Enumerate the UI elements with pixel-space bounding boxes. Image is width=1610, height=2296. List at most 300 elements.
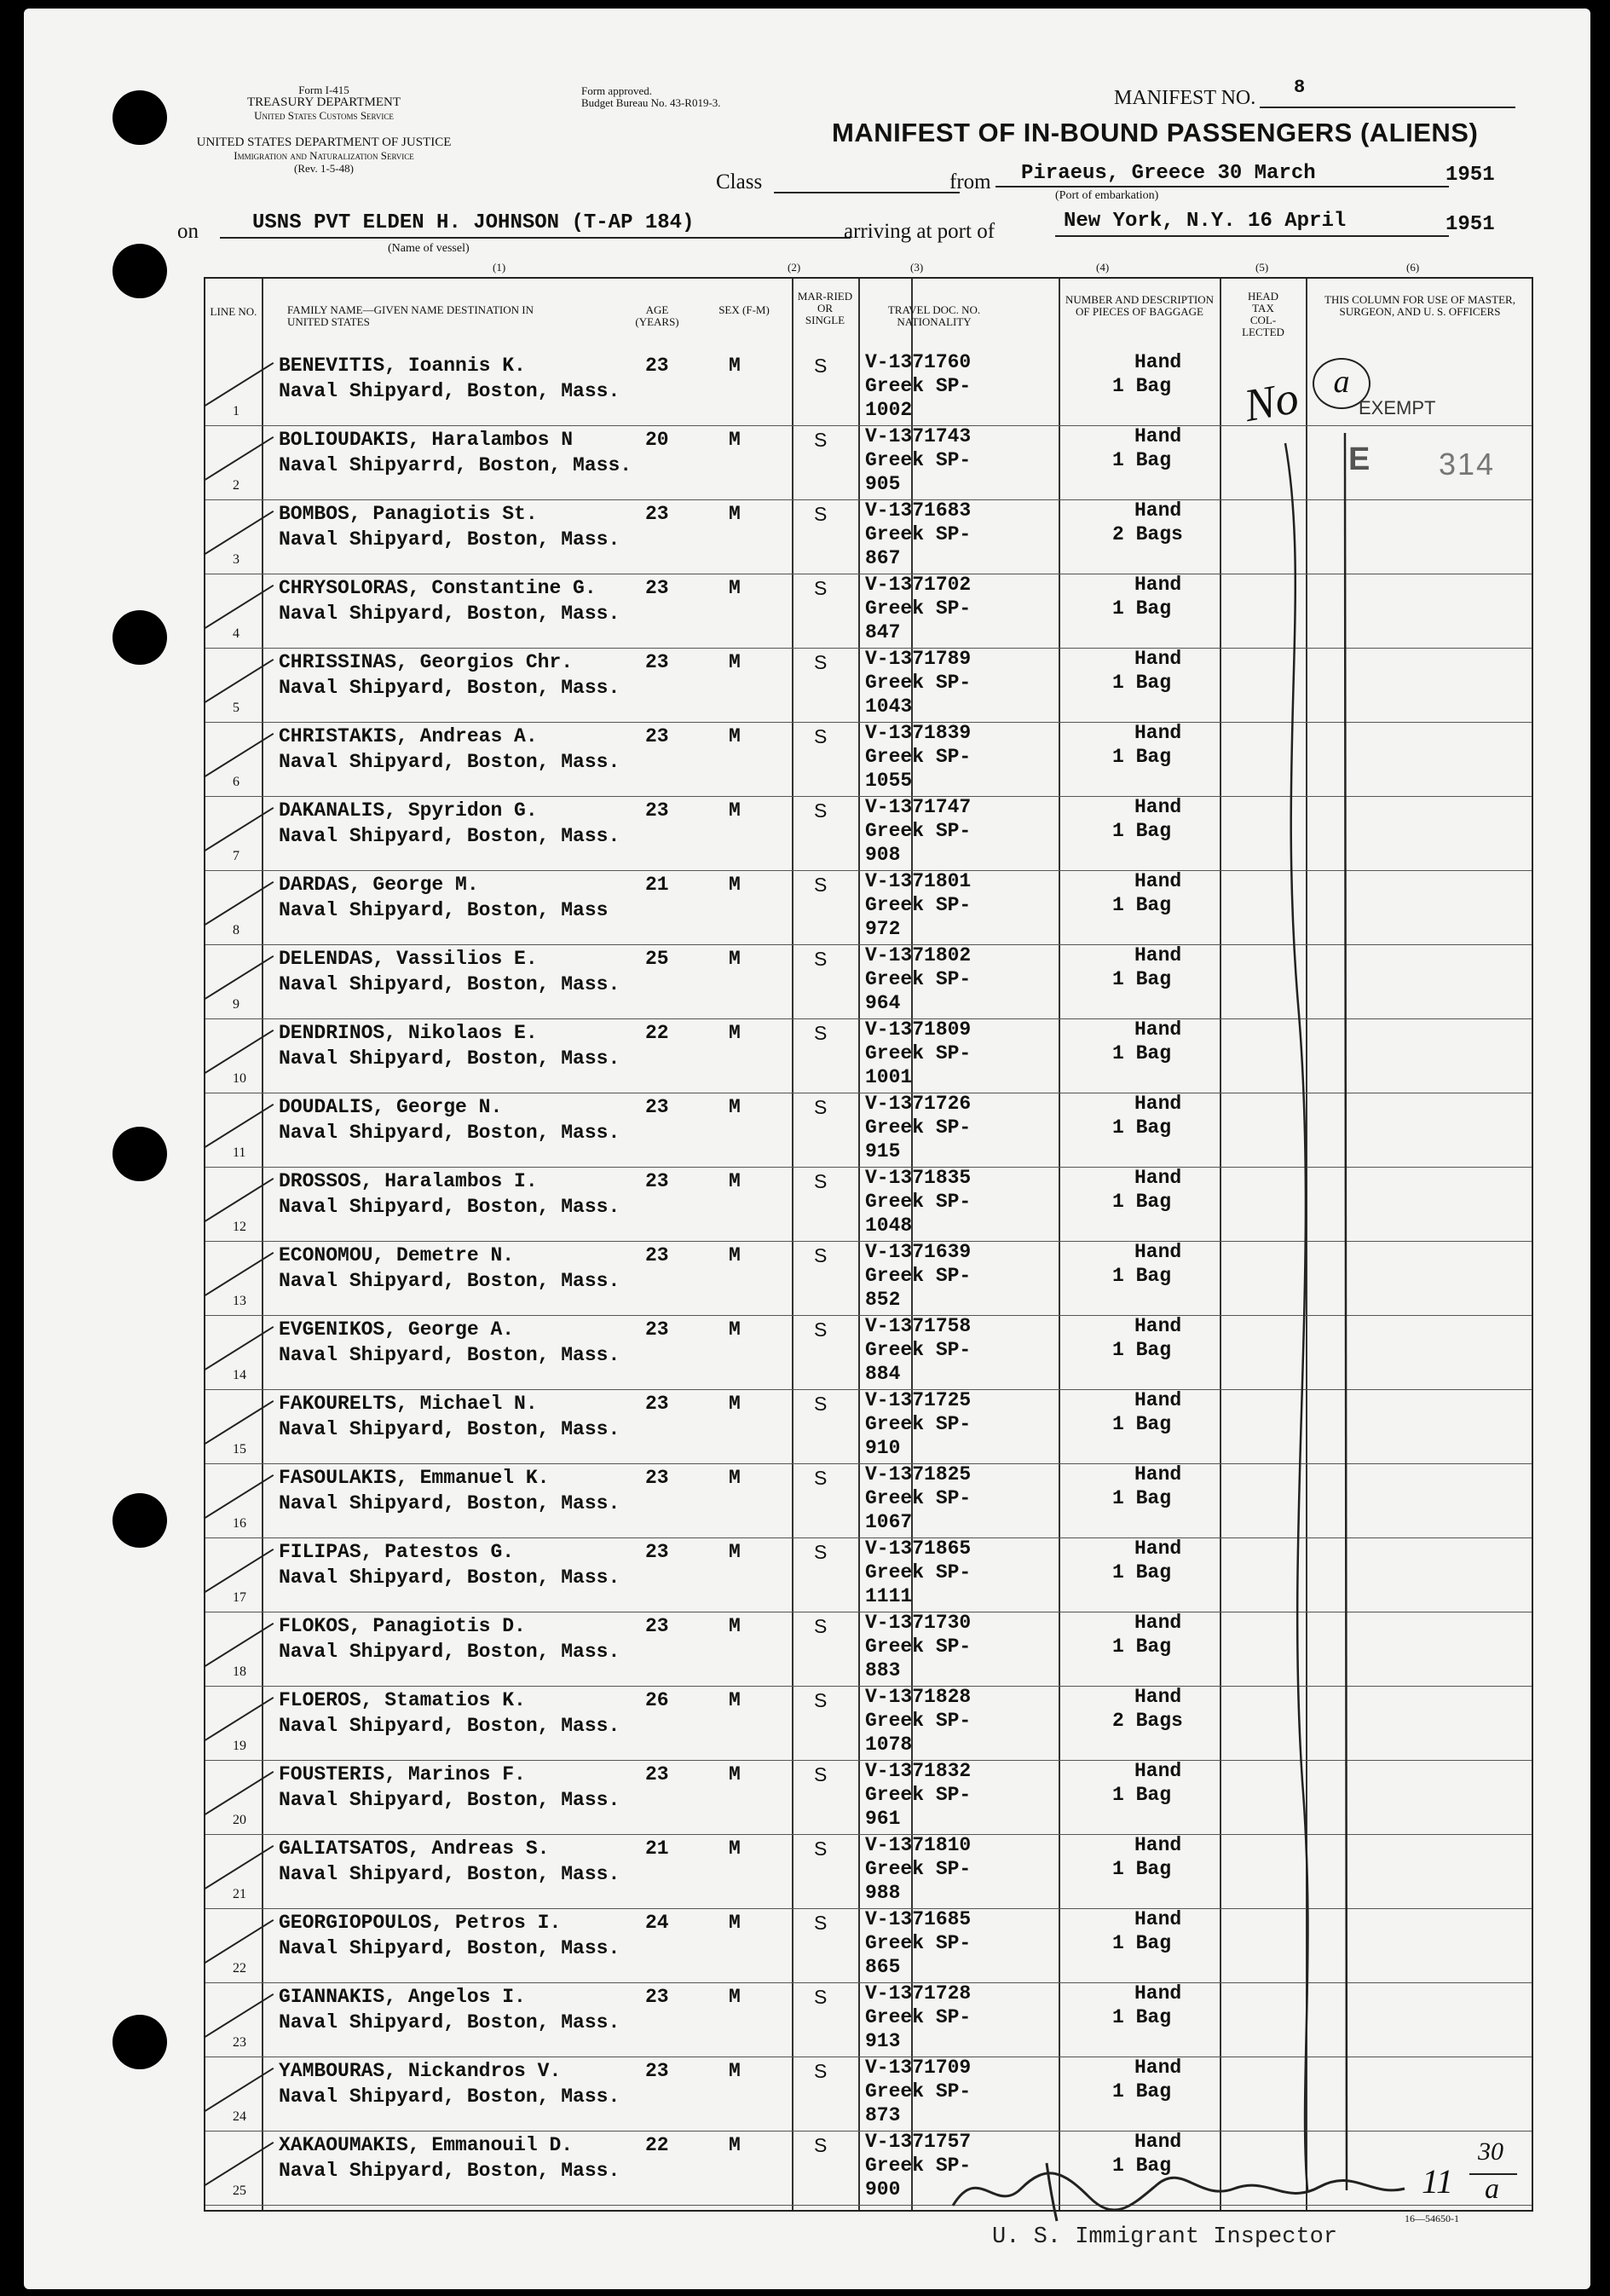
sp-number: 988 — [865, 1882, 901, 1904]
travel-doc-number: V-1371758 — [865, 1315, 972, 1337]
nationality: Greek SP- — [865, 1932, 972, 1954]
nationality: Greek SP- — [865, 1191, 972, 1213]
line-number: 17 — [233, 1590, 246, 1605]
age: 23 — [645, 1244, 669, 1266]
sex: M — [729, 651, 741, 673]
marital-status: S — [814, 1318, 828, 1341]
check-mark — [205, 436, 274, 481]
sex: M — [729, 1170, 741, 1192]
vessel-name: USNS PVT ELDEN H. JOHNSON (T-AP 184) — [252, 211, 695, 234]
passenger-name: CHRISSINAS, Georgios Chr. — [279, 651, 574, 673]
check-mark — [205, 2142, 274, 2186]
marital-status: S — [814, 948, 828, 970]
from-label: from — [949, 170, 991, 193]
baggage-count: 1 Bag — [1112, 746, 1172, 768]
arrival-line — [1055, 235, 1449, 237]
sex: M — [729, 1318, 741, 1341]
vessel-line — [220, 237, 851, 239]
baggage-type: Hand — [1134, 1908, 1182, 1930]
marital-status: S — [814, 799, 828, 822]
travel-doc-number: V-1371725 — [865, 1389, 972, 1411]
destination: Naval Shipyard, Boston, Mass. — [279, 1270, 620, 1292]
check-mark — [205, 1030, 274, 1074]
marital-status: S — [814, 2134, 828, 2156]
baggage-type: Hand — [1134, 722, 1182, 744]
age: 22 — [645, 1022, 669, 1044]
sex: M — [729, 1541, 741, 1563]
check-mark — [205, 807, 274, 851]
baggage-count: 1 Bag — [1112, 1784, 1172, 1806]
punch-hole — [113, 610, 167, 665]
age: 23 — [645, 1393, 669, 1415]
baggage-count: 1 Bag — [1112, 1932, 1172, 1954]
marital-status: S — [814, 503, 828, 525]
sp-number: 847 — [865, 621, 901, 643]
line-number: 13 — [233, 1294, 246, 1308]
passenger-name: FLOKOS, Panagiotis D. — [279, 1615, 526, 1637]
passenger-name: BOMBOS, Panagiotis St. — [279, 503, 538, 525]
destination: Naval Shipyard, Boston, Mass. — [279, 973, 620, 995]
inspector-signature — [944, 2155, 1422, 2223]
travel-doc-number: V-1371839 — [865, 722, 972, 744]
travel-doc-number: V-1371760 — [865, 351, 972, 373]
line-number: 3 — [233, 552, 239, 567]
year-1: 1951 — [1446, 164, 1495, 187]
age: 23 — [645, 1170, 669, 1192]
destination: Naval Shipyard, Boston, Mass. — [279, 1715, 620, 1737]
passenger-name: BOLIOUDAKIS, Haralambos N — [279, 429, 574, 451]
ditto-line-tax — [1285, 443, 1307, 2190]
baggage-count: 1 Bag — [1112, 1116, 1172, 1139]
sex: M — [729, 1022, 741, 1044]
sp-number: 1055 — [865, 770, 913, 792]
manifest-no-value: 8 — [1294, 77, 1306, 98]
nationality: Greek SP- — [865, 597, 972, 620]
marital-status: S — [814, 1244, 828, 1266]
baggage-type: Hand — [1134, 499, 1182, 522]
travel-doc-number: V-1371789 — [865, 648, 972, 670]
sex: M — [729, 1096, 741, 1118]
sp-number: 873 — [865, 2104, 901, 2126]
sex: M — [729, 355, 741, 377]
baggage-count: 1 Bag — [1112, 1413, 1172, 1435]
destination: Naval Shipyard, Boston, Mass. — [279, 751, 620, 773]
sex: M — [729, 1763, 741, 1785]
travel-doc-number: V-1371726 — [865, 1093, 972, 1115]
check-mark — [205, 1549, 274, 1593]
header-name: FAMILY NAME—GIVEN NAME DESTINATION IN UNITED STATES — [287, 303, 534, 328]
check-mark — [205, 511, 274, 555]
baggage-type: Hand — [1134, 1834, 1182, 1856]
sp-number: 1111 — [865, 1585, 913, 1607]
destination: Naval Shipyard, Boston, Mass. — [279, 1566, 620, 1589]
header-sex: SEX (F-M) — [718, 303, 770, 316]
marital-status: S — [814, 1837, 828, 1860]
header-travel: TRAVEL DOC. NO. NATIONALITY — [887, 303, 981, 328]
check-mark — [205, 1326, 274, 1370]
marital-status: S — [814, 874, 828, 896]
line-number: 20 — [233, 1813, 246, 1827]
line-number: 12 — [233, 1220, 246, 1234]
sp-number: 1078 — [865, 1734, 913, 1756]
marital-status: S — [814, 1467, 828, 1489]
baggage-type: Hand — [1134, 1612, 1182, 1634]
approval-line2: Budget Bureau No. 43-R019-3. — [581, 96, 721, 109]
year-2: 1951 — [1446, 213, 1495, 236]
sp-number: 905 — [865, 473, 901, 495]
age: 23 — [645, 799, 669, 822]
check-mark — [205, 1474, 274, 1519]
header-officers: THIS COLUMN FOR USE OF MASTER, SURGEON, AND U. S. OFFICERS — [1324, 293, 1515, 318]
baggage-type: Hand — [1134, 648, 1182, 670]
nationality: Greek SP- — [865, 1710, 972, 1732]
baggage-count: 1 Bag — [1112, 2080, 1172, 2103]
passenger-name: DOUDALIS, George N. — [279, 1096, 503, 1118]
nationality: Greek SP- — [865, 2155, 972, 2177]
punch-hole — [113, 1493, 167, 1548]
punch-hole — [113, 90, 167, 145]
baggage-type: Hand — [1134, 1389, 1182, 1411]
nationality: Greek SP- — [865, 1487, 972, 1509]
destination: Naval Shipyard, Boston, Mass. — [279, 1937, 620, 1959]
passenger-name: DENDRINOS, Nikolaos E. — [279, 1022, 538, 1044]
check-mark — [205, 1919, 274, 1964]
baggage-count: 1 Bag — [1112, 820, 1172, 842]
line-number: 9 — [233, 997, 239, 1012]
baggage-type: Hand — [1134, 796, 1182, 818]
nationality: Greek SP- — [865, 1635, 972, 1658]
travel-doc-number: V-1371757 — [865, 2131, 972, 2153]
passenger-name: BENEVITIS, Ioannis K. — [279, 355, 526, 377]
line-number: 18 — [233, 1664, 246, 1679]
age: 23 — [645, 1986, 669, 2008]
check-mark — [205, 1623, 274, 1667]
nationality: Greek SP- — [865, 375, 972, 397]
baggage-type: Hand — [1134, 351, 1182, 373]
travel-doc-number: V-1371683 — [865, 499, 972, 522]
marital-status: S — [814, 355, 828, 377]
sex: M — [729, 1244, 741, 1266]
age: 23 — [645, 1763, 669, 1785]
marital-status: S — [814, 1170, 828, 1192]
revision: (Rev. 1-5-48) — [294, 162, 354, 175]
passenger-name: CHRYSOLORAS, Constantine G. — [279, 577, 597, 599]
passenger-name: GEORGIOPOULOS, Petros I. — [279, 1912, 562, 1934]
check-mark — [205, 2068, 274, 2112]
passenger-name: FASOULAKIS, Emmanuel K. — [279, 1467, 550, 1489]
line-number: 25 — [233, 2184, 246, 2198]
line-number: 21 — [233, 1887, 246, 1901]
line-number: 4 — [233, 626, 239, 641]
sp-number: 852 — [865, 1289, 901, 1311]
approval-line1: Form approved. — [581, 84, 653, 97]
inspector-title: U. S. Immigrant Inspector — [992, 2224, 1338, 2250]
destination: Naval Shipyard, Boston, Mass. — [279, 603, 620, 625]
age: 21 — [645, 874, 669, 896]
punch-hole — [113, 244, 167, 298]
travel-doc-number: V-1371639 — [865, 1241, 972, 1263]
destination: Naval Shipyard, Boston, Mass. — [279, 2160, 620, 2182]
baggage-count: 1 Bag — [1112, 1635, 1172, 1658]
nationality: Greek SP- — [865, 2080, 972, 2103]
baggage-count: 1 Bag — [1112, 672, 1172, 694]
from-line — [995, 186, 1449, 187]
line-number: 22 — [233, 1961, 246, 1976]
baggage-type: Hand — [1134, 1315, 1182, 1337]
baggage-count: 1 Bag — [1112, 1042, 1172, 1064]
print-code: 16—54650-1 — [1405, 2212, 1459, 2224]
passenger-name: DELENDAS, Vassilios E. — [279, 948, 538, 970]
baggage-count: 2 Bags — [1112, 523, 1183, 545]
check-mark — [205, 1845, 274, 1889]
baggage-count: 1 Bag — [1112, 1561, 1172, 1584]
check-mark — [205, 1104, 274, 1148]
sex: M — [729, 1689, 741, 1711]
passenger-name: DARDAS, George M. — [279, 874, 479, 896]
baggage-count: 1 Bag — [1112, 1191, 1172, 1213]
baggage-count: 1 Bag — [1112, 1265, 1172, 1287]
travel-doc-number: V-1371728 — [865, 1982, 972, 2005]
marital-status: S — [814, 1986, 828, 2008]
travel-doc-number: V-1371828 — [865, 1686, 972, 1708]
check-mark — [205, 955, 274, 1000]
marital-status: S — [814, 1393, 828, 1415]
baggage-count: 2 Bags — [1112, 1710, 1183, 1732]
col-number-6: (6) — [1406, 261, 1420, 274]
age: 23 — [645, 1467, 669, 1489]
check-mark — [205, 1178, 274, 1222]
marital-status: S — [814, 1615, 828, 1637]
baggage-count: 1 Bag — [1112, 1487, 1172, 1509]
bottom-left-mark: 11 — [1422, 2162, 1454, 2201]
sp-number: 865 — [865, 1956, 901, 1978]
baggage-count: 1 Bag — [1112, 1858, 1172, 1880]
destination: Naval Shipyard, Boston, Mass — [279, 899, 609, 921]
col-number-5: (5) — [1255, 261, 1269, 274]
sp-number: 867 — [865, 547, 901, 569]
sex: M — [729, 948, 741, 970]
age: 23 — [645, 355, 669, 377]
sp-number: 910 — [865, 1437, 901, 1459]
check-mark — [205, 659, 274, 703]
passenger-name: CHRISTAKIS, Andreas A. — [279, 725, 538, 747]
check-mark — [205, 881, 274, 926]
sex: M — [729, 1467, 741, 1489]
sex: M — [729, 1986, 741, 2008]
header-married: MAR-RIED OR SINGLE — [797, 290, 853, 326]
baggage-count: 1 Bag — [1112, 2006, 1172, 2028]
sex: M — [729, 1615, 741, 1637]
baggage-type: Hand — [1134, 944, 1182, 966]
passenger-name: ECONOMOU, Demetre N. — [279, 1244, 515, 1266]
line-number: 5 — [233, 701, 239, 715]
sex: M — [729, 1393, 741, 1415]
age: 24 — [645, 1912, 669, 1934]
baggage-count: 1 Bag — [1112, 375, 1172, 397]
on-label: on — [177, 220, 199, 243]
arriving-label: arriving at port of — [844, 220, 995, 243]
check-mark — [205, 733, 274, 777]
handwritten-no: No — [1240, 371, 1302, 432]
ins-service: Immigration and Naturalization Service — [234, 149, 414, 162]
manifest-no-line — [1260, 107, 1515, 108]
travel-doc-number: V-1371810 — [865, 1834, 972, 1856]
port-embark-caption: (Port of embarkation) — [1055, 189, 1159, 202]
justice-block — [170, 136, 477, 175]
col-number-4: (4) — [1096, 261, 1110, 274]
destination: Naval Shipyard, Boston, Mass. — [279, 1196, 620, 1218]
travel-doc-number: V-1371809 — [865, 1018, 972, 1041]
class-label: Class — [716, 170, 763, 193]
class-line — [774, 192, 960, 193]
form-number: Form I-415 — [298, 84, 349, 96]
nationality: Greek SP- — [865, 1858, 972, 1880]
line-number: 14 — [233, 1368, 246, 1382]
baggage-count: 1 Bag — [1112, 597, 1172, 620]
page-title: MANIFEST OF IN-BOUND PASSENGERS (ALIENS) — [832, 118, 1479, 147]
baggage-type: Hand — [1134, 1686, 1182, 1708]
col-number-2: (2) — [788, 261, 801, 274]
nationality: Greek SP- — [865, 1116, 972, 1139]
sp-number: 964 — [865, 992, 901, 1014]
nationality: Greek SP- — [865, 2006, 972, 2028]
marital-status: S — [814, 1763, 828, 1785]
passenger-name: GALIATSATOS, Andreas S. — [279, 1837, 550, 1860]
nationality: Greek SP- — [865, 746, 972, 768]
exempt-mark: EXEMPT — [1359, 397, 1436, 418]
travel-doc-number: V-1371801 — [865, 870, 972, 892]
marital-status: S — [814, 1689, 828, 1711]
nationality: Greek SP- — [865, 672, 972, 694]
line-number: 16 — [233, 1516, 246, 1531]
customs-service: United States Customs Service — [254, 109, 394, 122]
line-number: 15 — [233, 1442, 246, 1457]
line-number: 23 — [233, 2035, 246, 2050]
baggage-type: Hand — [1134, 1167, 1182, 1189]
passenger-name: DROSSOS, Haralambos I. — [279, 1170, 538, 1192]
baggage-type: Hand — [1134, 574, 1182, 596]
treasury-dept: TREASURY DEPARTMENT — [246, 95, 401, 109]
line-number: 8 — [233, 923, 239, 937]
marital-status: S — [814, 577, 828, 599]
sex: M — [729, 503, 741, 525]
header-age: AGE (YEARS) — [635, 303, 679, 328]
sp-number: 1001 — [865, 1066, 913, 1088]
sp-number: 1043 — [865, 695, 913, 718]
sex: M — [729, 725, 741, 747]
vessel-caption: (Name of vessel) — [388, 242, 470, 255]
punch-hole — [113, 1127, 167, 1181]
sex: M — [729, 429, 741, 451]
baggage-count: 1 Bag — [1112, 894, 1172, 916]
check-mark — [205, 1697, 274, 1741]
check-mark — [205, 585, 274, 629]
nationality: Greek SP- — [865, 968, 972, 990]
destination: Naval Shipyard, Boston, Mass. — [279, 2011, 620, 2034]
destination: Naval Shipyard, Boston, Mass. — [279, 1122, 620, 1144]
line-number: 11 — [233, 1145, 246, 1160]
passenger-name: YAMBOURAS, Nickandros V. — [279, 2060, 562, 2082]
line-number: 1 — [233, 404, 239, 418]
nationality: Greek SP- — [865, 1784, 972, 1806]
punch-hole — [113, 2015, 167, 2069]
age: 23 — [645, 2060, 669, 2082]
sex: M — [729, 2134, 741, 2156]
destination: Naval Shipyarrd, Boston, Mass. — [279, 454, 632, 476]
sex: M — [729, 799, 741, 822]
destination: Naval Shipyard, Boston, Mass. — [279, 528, 620, 551]
form-block — [170, 84, 477, 122]
travel-doc-number: V-1371730 — [865, 1612, 972, 1634]
nationality: Greek SP- — [865, 1561, 972, 1584]
sex: M — [729, 1912, 741, 1934]
sp-number: 972 — [865, 918, 901, 940]
sex: M — [729, 1837, 741, 1860]
passenger-name: XAKAOUMAKIS, Emmanouil D. — [279, 2134, 574, 2156]
sp-number: 915 — [865, 1140, 901, 1162]
check-mark — [205, 1993, 274, 2038]
baggage-type: Hand — [1134, 2131, 1182, 2153]
baggage-count: 1 Bag — [1112, 449, 1172, 471]
col-number-1: (1) — [493, 261, 506, 274]
baggage-count: 1 Bag — [1112, 2155, 1172, 2177]
marital-status: S — [814, 429, 828, 451]
marital-status: S — [814, 1022, 828, 1044]
travel-doc-number: V-1371747 — [865, 796, 972, 818]
passenger-name: FOUSTERIS, Marinos F. — [279, 1763, 526, 1785]
sp-number: 1048 — [865, 1214, 913, 1237]
col-number-3: (3) — [910, 261, 924, 274]
age: 23 — [645, 1615, 669, 1637]
destination: Naval Shipyard, Boston, Mass. — [279, 1492, 620, 1514]
age: 23 — [645, 1096, 669, 1118]
travel-doc-number: V-1371865 — [865, 1537, 972, 1560]
travel-doc-number: V-1371835 — [865, 1167, 972, 1189]
line-number: 24 — [233, 2109, 246, 2124]
line-number: 10 — [233, 1071, 246, 1086]
check-mark — [205, 1771, 274, 1815]
marital-status: S — [814, 1912, 828, 1934]
sp-number: 913 — [865, 2030, 901, 2052]
sp-number: 1002 — [865, 399, 913, 421]
destination: Naval Shipyard, Boston, Mass. — [279, 1047, 620, 1070]
age: 23 — [645, 577, 669, 599]
line-number: 6 — [233, 775, 239, 789]
travel-doc-number: V-1371832 — [865, 1760, 972, 1782]
handwritten-circled-a: a — [1313, 358, 1371, 409]
destination: Naval Shipyard, Boston, Mass. — [279, 1641, 620, 1663]
destination: Naval Shipyard, Boston, Mass. — [279, 1863, 620, 1885]
header-line-no: LINE NO. — [210, 305, 257, 318]
baggage-type: Hand — [1134, 2057, 1182, 2079]
destination: Naval Shipyard, Boston, Mass. — [279, 1418, 620, 1440]
sp-number: 884 — [865, 1363, 901, 1385]
from-value: Piraeus, Greece 30 March — [1021, 162, 1316, 185]
line-number: 2 — [233, 478, 239, 493]
destination: Naval Shipyard, Boston, Mass. — [279, 677, 620, 699]
age: 23 — [645, 651, 669, 673]
age: 23 — [645, 725, 669, 747]
age: 25 — [645, 948, 669, 970]
travel-doc-number: V-1371802 — [865, 944, 972, 966]
nationality: Greek SP- — [865, 1339, 972, 1361]
passenger-name: FAKOURELTS, Michael N. — [279, 1393, 538, 1415]
nationality: Greek SP- — [865, 523, 972, 545]
line-number: 19 — [233, 1739, 246, 1753]
arrival-value: New York, N.Y. 16 April — [1064, 210, 1347, 233]
nationality: Greek SP- — [865, 820, 972, 842]
age: 23 — [645, 503, 669, 525]
